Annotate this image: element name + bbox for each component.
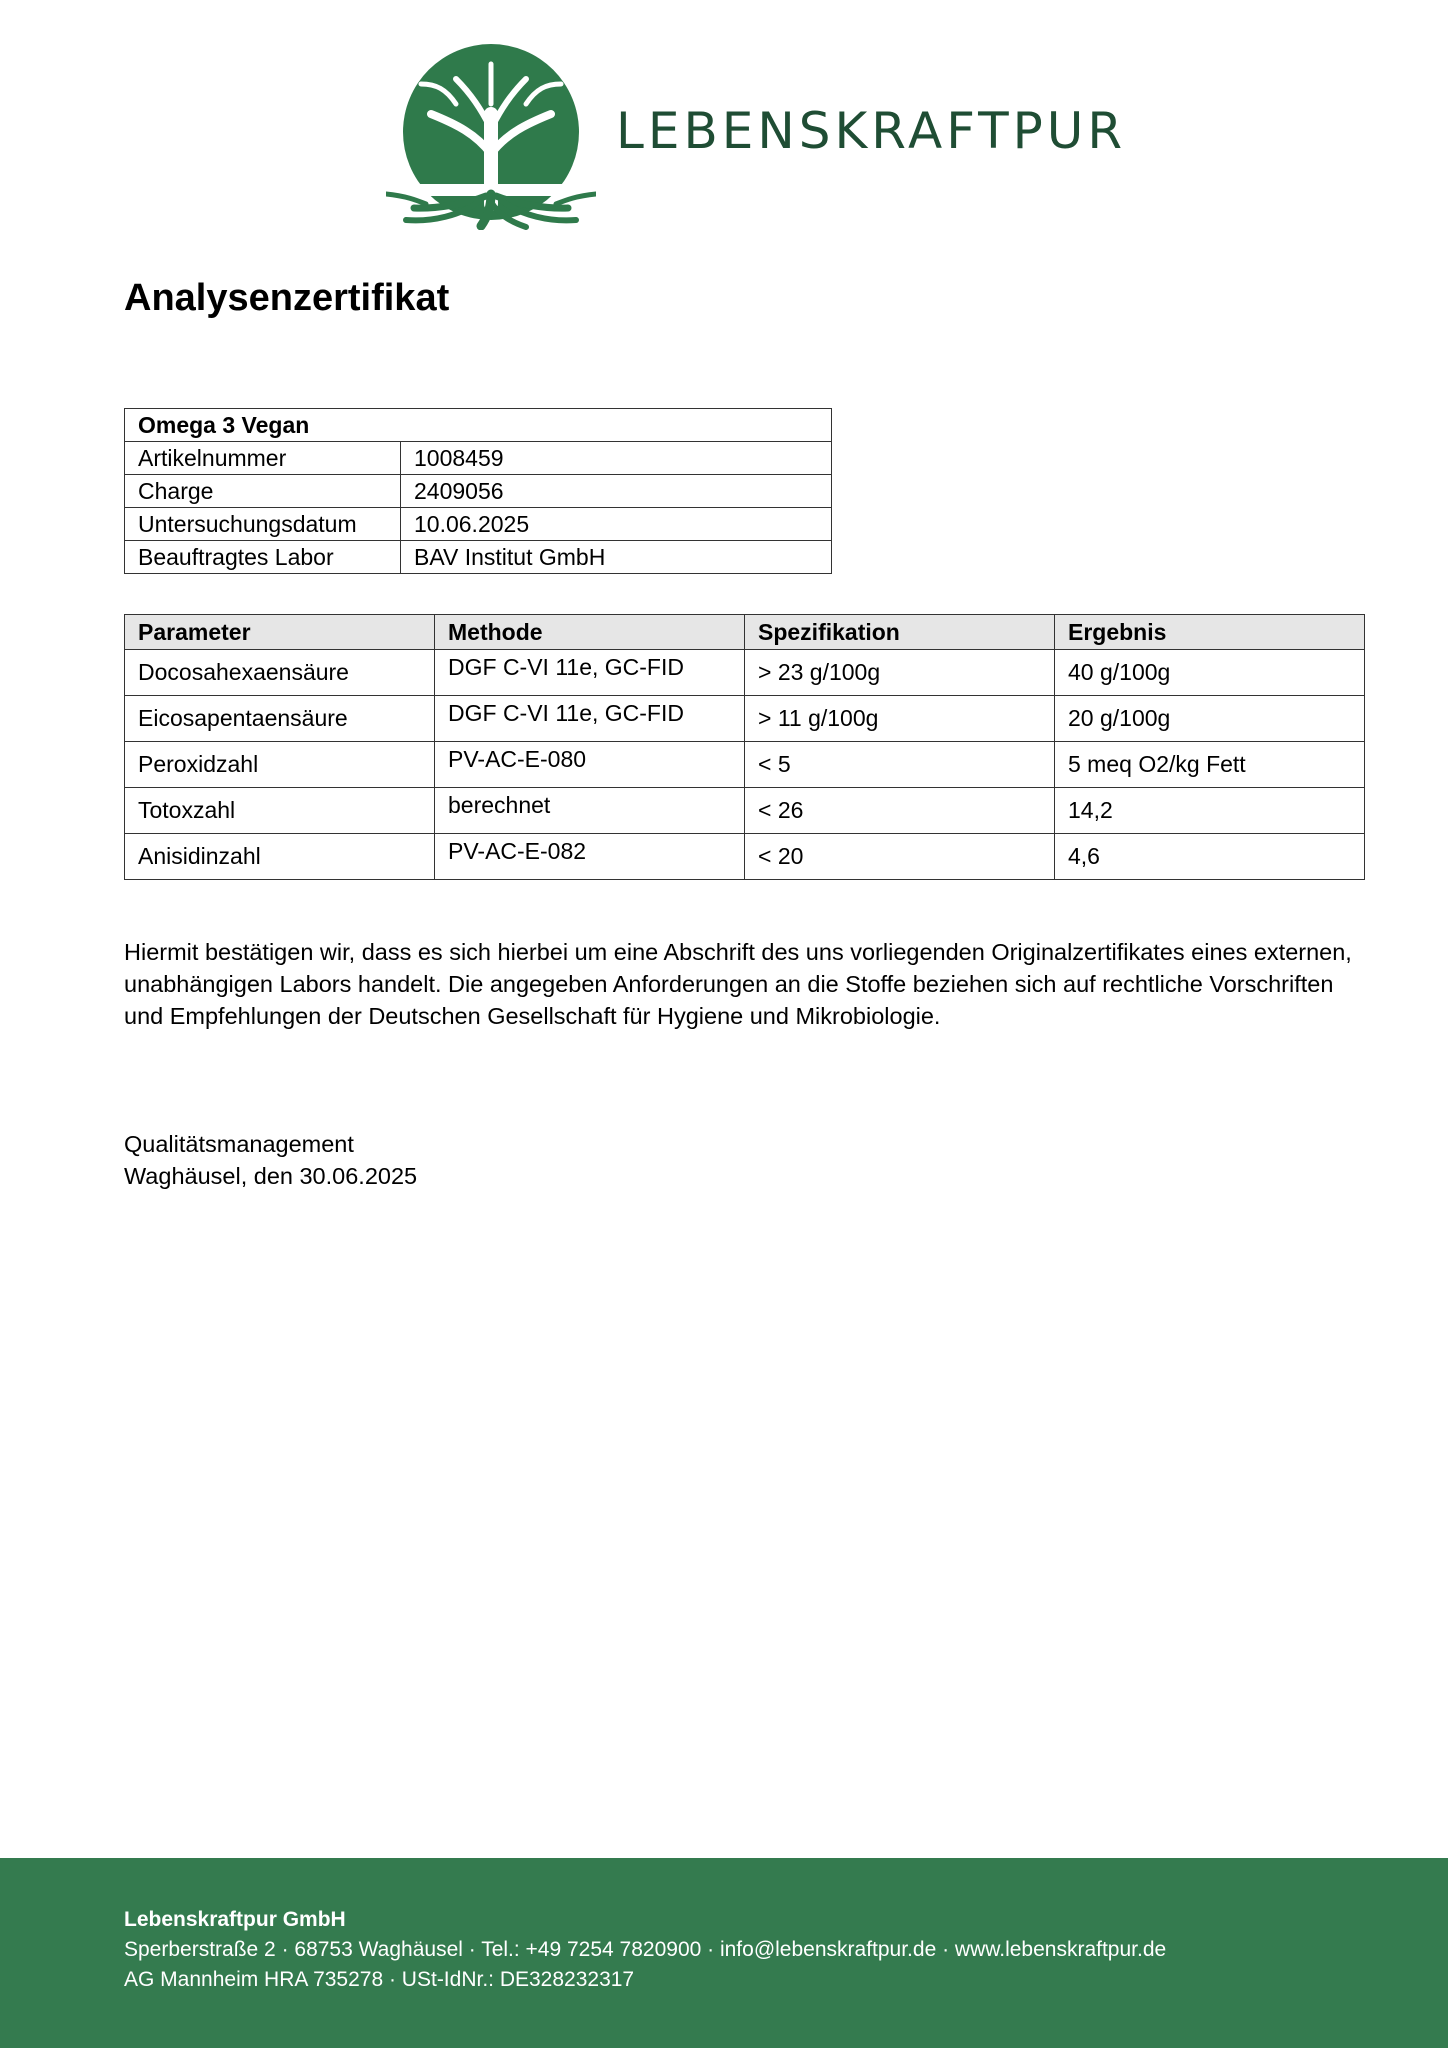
footer	[0, 1858, 1448, 2048]
info-label: Beauftragtes Labor	[125, 541, 401, 574]
page-title: Analysenzertifikat	[124, 277, 450, 319]
cell-method: berechnet	[435, 788, 745, 834]
cell-result: 5 meq O2/kg Fett	[1055, 742, 1365, 788]
results-table	[124, 614, 1365, 880]
cell-method: PV-AC-E-080	[435, 742, 745, 788]
brand-name-part2: PUR	[1012, 102, 1127, 160]
cell-spec: < 26	[745, 788, 1055, 834]
cell-method: DGF C-VI 11e, GC-FID	[435, 696, 745, 742]
info-value: 10.06.2025	[401, 508, 832, 541]
table-row	[125, 788, 1365, 834]
product-info-table	[124, 408, 832, 574]
cell-method: PV-AC-E-082	[435, 834, 745, 880]
signoff-place-date: Waghäusel, den 30.06.2025	[124, 1163, 418, 1189]
info-label: Charge	[125, 475, 401, 508]
column-header-result: Ergebnis	[1055, 615, 1365, 650]
cell-result: 40 g/100g	[1055, 650, 1365, 696]
info-value: 1008459	[401, 442, 832, 475]
table-row	[125, 696, 1365, 742]
info-row	[125, 475, 832, 508]
info-row	[125, 541, 832, 574]
product-name: Omega 3 Vegan	[125, 409, 832, 442]
info-label: Untersuchungsdatum	[125, 508, 401, 541]
cell-spec: > 23 g/100g	[745, 650, 1055, 696]
column-header-parameter: Parameter	[125, 615, 435, 650]
results-header-row	[125, 615, 1365, 650]
cell-spec: < 5	[745, 742, 1055, 788]
cell-spec: < 20	[745, 834, 1055, 880]
cell-result: 20 g/100g	[1055, 696, 1365, 742]
cell-parameter: Eicosapentaensäure	[125, 696, 435, 742]
brand-wordmark	[616, 102, 1127, 160]
confirmation-statement: Hiermit bestätigen wir, dass es sich hierbei um eine Abschrift des uns vorliegenden Originalzertifikates eines externen, unabhängigen Labors handelt. Die angegeben Anforderungen an die Stoffe beziehen sich auf rechtliche Vorschriften und Empfehlungen der Deutschen Gesellschaft für Hygiene und Mikrobiologie.	[124, 939, 1352, 1029]
product-row	[125, 409, 832, 442]
signoff-department: Qualitätsmanagement	[124, 1131, 354, 1157]
cell-method: DGF C-VI 11e, GC-FID	[435, 650, 745, 696]
cell-parameter: Totoxzahl	[125, 788, 435, 834]
cell-parameter: Anisidinzahl	[125, 834, 435, 880]
info-value: BAV Institut GmbH	[401, 541, 832, 574]
table-row	[125, 650, 1365, 696]
brand-logo	[386, 44, 1127, 230]
cell-parameter: Peroxidzahl	[125, 742, 435, 788]
cell-parameter: Docosahexaensäure	[125, 650, 435, 696]
tree-icon	[386, 44, 596, 230]
table-row	[125, 742, 1365, 788]
table-row	[125, 834, 1365, 880]
footer-address: Sperberstraße 2 · 68753 Waghäusel · Tel.: +49 7254 7820900 · info@lebenskraftpur.de · www.lebenskraftpur.de	[124, 1938, 1167, 1961]
info-value: 2409056	[401, 475, 832, 508]
cell-result: 14,2	[1055, 788, 1365, 834]
brand-name-part1: LEBENSKRAFT	[616, 102, 1013, 160]
cell-result: 4,6	[1055, 834, 1365, 880]
footer-company: Lebenskraftpur GmbH	[124, 1908, 346, 1931]
column-header-spec: Spezifikation	[745, 615, 1055, 650]
cell-spec: > 11 g/100g	[745, 696, 1055, 742]
info-row	[125, 442, 832, 475]
footer-registry: AG Mannheim HRA 735278 · USt-IdNr.: DE328232317	[124, 1968, 635, 1991]
column-header-method: Methode	[435, 615, 745, 650]
signoff	[124, 1128, 417, 1192]
info-row	[125, 508, 832, 541]
info-label: Artikelnummer	[125, 442, 401, 475]
